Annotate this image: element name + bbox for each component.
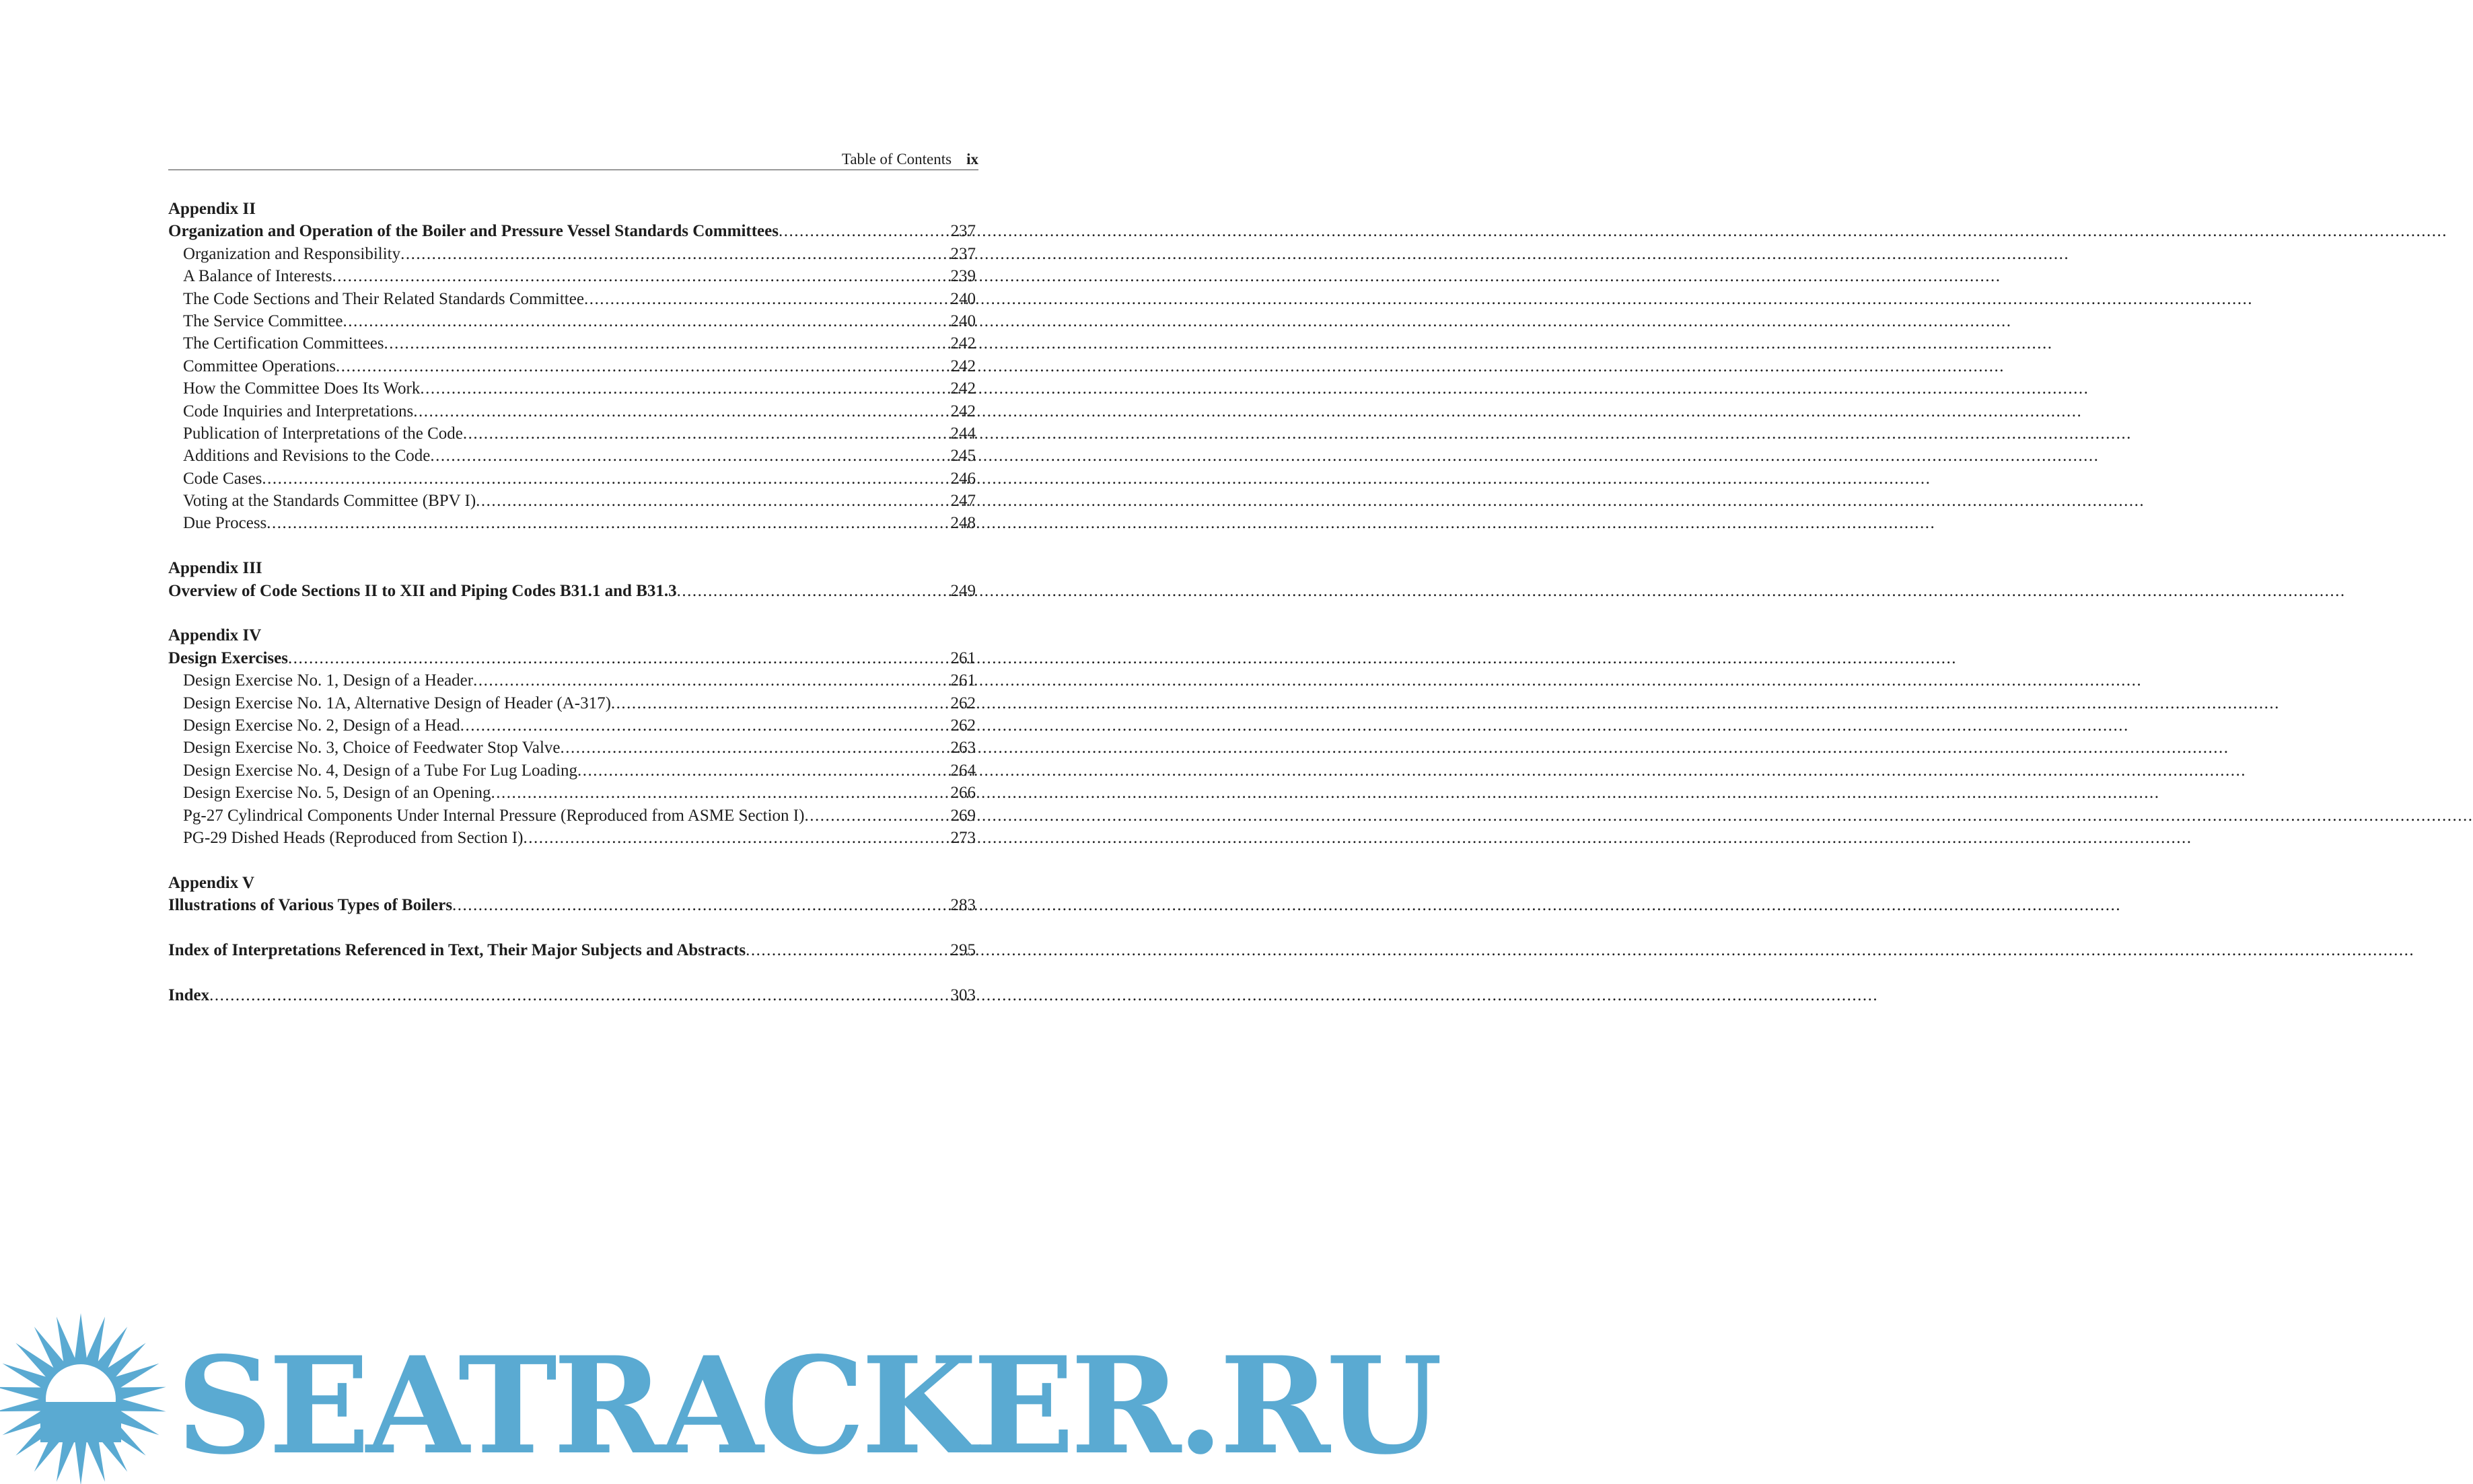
toc-entry[interactable]	[168, 894, 978, 916]
toc-entry-page: 264	[950, 761, 976, 780]
toc-entry[interactable]	[168, 984, 978, 1006]
toc-entry-page: 303	[950, 986, 976, 1004]
watermark-text: SEATRACKER.RU	[176, 1327, 1439, 1484]
toc-entry[interactable]	[168, 805, 978, 827]
toc-entry-title: Index	[168, 986, 210, 1004]
toc-entry[interactable]	[168, 422, 978, 445]
toc-entry-title: Additions and Revisions to the Code	[183, 447, 431, 466]
toc-entry-page: 273	[950, 828, 976, 847]
header-title: Table of Contents	[841, 151, 952, 168]
toc-entry-title: Design Exercises	[168, 648, 288, 667]
toc-entry-page: 269	[950, 806, 976, 825]
toc-entry-title: Design Exercise No. 2, Design of a Head	[183, 716, 460, 735]
toc-entry-page: 261	[950, 648, 976, 667]
toc-entry-title: Illustrations of Various Types of Boilers	[168, 896, 453, 915]
toc-entry-page: 248	[950, 514, 976, 533]
toc-entry[interactable]	[168, 355, 978, 377]
toc-entry-page: 249	[950, 581, 976, 600]
toc-entry-page: 239	[950, 267, 976, 286]
toc-entry-title: Organization and Operation of the Boiler and Pressure Vessel Standards Committees	[168, 222, 779, 241]
toc-entry[interactable]	[168, 445, 978, 467]
toc-entry[interactable]	[168, 310, 978, 332]
toc-entry-page: 242	[950, 357, 976, 375]
toc-entry[interactable]	[168, 377, 978, 400]
toc-entry-page: 237	[950, 222, 976, 241]
toc-entry-title: Design Exercise No. 3, Choice of Feedwater Stop Valve	[183, 739, 561, 757]
toc-entry[interactable]	[168, 288, 978, 310]
toc-entry[interactable]	[168, 939, 978, 961]
toc-entry-page: 283	[950, 896, 976, 915]
toc-entry[interactable]	[168, 243, 978, 265]
toc-entry[interactable]	[168, 468, 978, 490]
toc-entry-title: Code Inquiries and Interpretations	[183, 402, 414, 420]
toc-entry[interactable]	[168, 400, 978, 422]
toc-entry-page: 245	[950, 447, 976, 466]
sun-icon	[0, 1313, 166, 1484]
toc-entry[interactable]	[168, 782, 978, 804]
toc-entry-page: 244	[950, 424, 976, 443]
toc-entry-title: Code Cases	[183, 469, 262, 488]
toc-entry[interactable]	[168, 647, 978, 669]
toc-entry-title: Overview of Code Sections II to XII and Piping Codes B31.1 and B31.3	[168, 581, 677, 600]
toc-entry-title: Design Exercise No. 1A, Alternative Design of Header (A-317)	[183, 694, 611, 712]
toc-entry[interactable]	[168, 580, 978, 602]
toc-entry[interactable]	[168, 220, 978, 242]
toc-entry-title: Design Exercise No. 1, Design of a Header	[183, 671, 474, 690]
toc-entry-page: 262	[950, 694, 976, 712]
toc-entry-page: 237	[950, 244, 976, 263]
toc-entry[interactable]	[168, 332, 978, 355]
toc-entry[interactable]	[168, 737, 978, 759]
sun-horizon	[40, 1402, 121, 1442]
toc-entry-title: The Code Sections and Their Related Standards Committee	[183, 289, 584, 308]
toc-entry[interactable]	[168, 512, 978, 534]
toc-entry-page: 242	[950, 402, 976, 420]
toc-entry-title: Due Process	[183, 514, 267, 533]
toc-entry-page: 240	[950, 289, 976, 308]
toc-entry-page: 242	[950, 379, 976, 398]
appendix-ii-label: Appendix II	[168, 200, 256, 218]
toc-entry-title: Committee Operations	[183, 357, 336, 375]
toc-entry[interactable]	[168, 714, 978, 737]
table-of-contents	[168, 198, 978, 1006]
toc-entry-title: Publication of Interpretations of the Code	[183, 424, 463, 443]
toc-entry-page: 242	[950, 334, 976, 353]
header-page-number: ix	[966, 151, 978, 168]
toc-entry[interactable]	[168, 265, 978, 287]
toc-entry-page: 263	[950, 739, 976, 757]
toc-entry-title: Voting at the Standards Committee (BPV I)	[183, 492, 476, 511]
toc-entry-title: The Service Committee	[183, 311, 343, 330]
toc-entry-title: Organization and Responsibility	[183, 244, 401, 263]
toc-entry[interactable]	[168, 759, 978, 782]
toc-entry-title: Design Exercise No. 5, Design of an Opening	[183, 784, 491, 803]
toc-entry-title: PG-29 Dished Heads (Reproduced from Section I)	[183, 828, 524, 847]
appendix-iii-label: Appendix III	[168, 559, 262, 578]
toc-entry-page: 246	[950, 469, 976, 488]
toc-entry-title: The Certification Committees	[183, 334, 384, 353]
toc-entry-title: Pg-27 Cylindrical Components Under Internal Pressure (Reproduced from ASME Section I)	[183, 806, 805, 825]
toc-entry-title: How the Committee Does Its Work	[183, 379, 421, 398]
toc-entry-title: Design Exercise No. 4, Design of a Tube For Lug Loading	[183, 761, 578, 780]
toc-entry[interactable]	[168, 490, 978, 512]
running-header	[168, 149, 978, 170]
toc-entry-title: A Balance of Interests	[183, 267, 332, 286]
toc-entry-page: 261	[950, 671, 976, 690]
toc-entry-page: 295	[950, 940, 976, 959]
toc-entry-page: 240	[950, 311, 976, 330]
toc-entry[interactable]	[168, 827, 978, 849]
toc-entry-page: 262	[950, 716, 976, 735]
appendix-iv-label: Appendix IV	[168, 626, 262, 645]
toc-entry-page: 247	[950, 492, 976, 511]
appendix-v-label: Appendix V	[168, 873, 255, 892]
toc-entry[interactable]	[168, 692, 978, 714]
toc-entry-title: Index of Interpretations Referenced in Text, Their Major Subjects and Abstracts	[168, 940, 746, 959]
toc-entry-page: 266	[950, 784, 976, 803]
toc-entry[interactable]	[168, 669, 978, 692]
